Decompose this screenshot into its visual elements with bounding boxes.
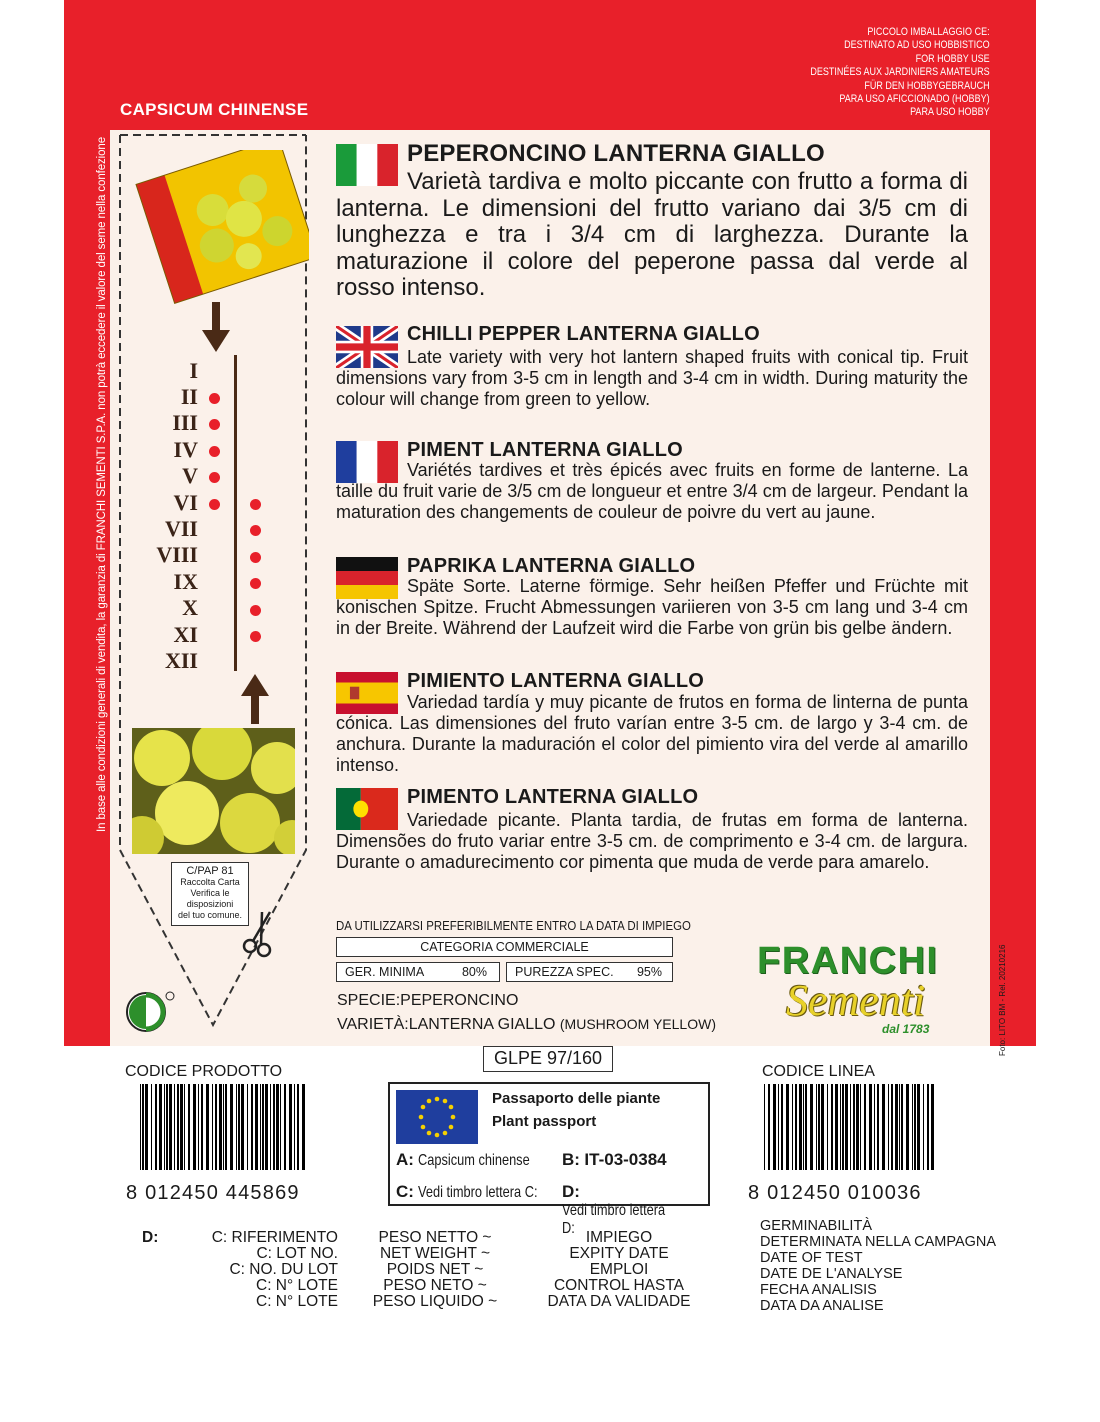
- germ-test-label: DATA DA ANALISE: [760, 1298, 884, 1314]
- lot-label: C: RIFERIMENTO: [211, 1229, 338, 1246]
- passport-b-label: B:: [562, 1150, 580, 1169]
- expiry-label: CONTROL HASTA: [553, 1277, 685, 1294]
- barcode-bar: [786, 1084, 789, 1170]
- barcode-bar: [792, 1084, 793, 1170]
- barcode-bar: [251, 1084, 253, 1170]
- category-box: CATEGORIA COMMERCIALE: [336, 937, 673, 957]
- barcode-bar: [166, 1084, 168, 1170]
- month-label: III: [172, 410, 198, 435]
- lot-label: C: NO. DU LOT: [229, 1261, 338, 1278]
- barcode-bar: [860, 1084, 861, 1170]
- barcode-bar: [923, 1084, 924, 1170]
- expiry-label: EXPITY DATE: [569, 1245, 669, 1262]
- barcode-bar: [230, 1084, 233, 1170]
- month-label: VIII: [156, 542, 198, 567]
- sowing-dot: [209, 472, 220, 483]
- title-spanish: PIMIENTO LANTERNA GIALLO: [407, 670, 705, 692]
- passport-c-label: C:: [396, 1182, 414, 1201]
- barcode-bar: [159, 1084, 162, 1170]
- barcode-bar: [151, 1084, 152, 1170]
- barcode-bar: [280, 1084, 281, 1170]
- month-label: V: [182, 463, 198, 488]
- barcode-bar: [297, 1084, 299, 1170]
- cpap-code: C/PAP 81: [186, 865, 234, 877]
- scissors-icon: [240, 908, 280, 958]
- recycling-note: [171, 862, 249, 926]
- barcode-bar: [247, 1084, 248, 1170]
- passport-b-value: IT-03-0384: [584, 1150, 667, 1169]
- species-line: [337, 992, 518, 1010]
- weight-label: PESO NETO ~: [383, 1277, 487, 1294]
- expiry-label: DATA DA VALIDADE: [547, 1293, 691, 1310]
- barcode-bar: [856, 1084, 859, 1170]
- description-english: Late variety with very hot lantern shaped fruits with conical tip. Fruit dimensions vary from 3-5 cm in length and 3-4 cm in width. During maturity the colour will change from green to yellow.: [336, 347, 968, 409]
- month-label: X: [182, 595, 198, 620]
- species-value: PEPERONCINO: [400, 992, 519, 1009]
- barcode-bar: [901, 1084, 903, 1170]
- brand-logo-sementi: Sementi: [786, 976, 926, 1025]
- germ-test-label: DETERMINATA NELLA CAMPAGNA: [760, 1234, 997, 1250]
- barcode-bar: [140, 1084, 141, 1170]
- month-label: XI: [173, 622, 198, 647]
- harvest-dot: [250, 499, 261, 510]
- passport-a-label: A:: [396, 1150, 414, 1169]
- expiry-column: [530, 1230, 708, 1310]
- weight-label: PESO NETTO ~: [378, 1229, 492, 1246]
- barcode-bar: [212, 1084, 213, 1170]
- sowing-dot: [209, 499, 220, 510]
- variety-value: LANTERNA GIALLO: [408, 1016, 556, 1033]
- lot-label: C: LOT NO.: [256, 1245, 338, 1262]
- barcode-bar: [882, 1084, 885, 1170]
- barcode-bar: [155, 1084, 157, 1170]
- barcode-bar: [931, 1084, 934, 1170]
- barcode-bar: [294, 1084, 295, 1170]
- harvest-dot: [250, 578, 261, 589]
- barcode-bar: [284, 1084, 286, 1170]
- barcode-bar: [193, 1084, 196, 1170]
- barcode-bar: [895, 1084, 898, 1170]
- cpap-line: Verifica le: [190, 888, 230, 898]
- product-barcode: [140, 1084, 308, 1170]
- barcode-bar: [302, 1084, 305, 1170]
- harvest-dot: [250, 525, 261, 536]
- barcode-bar: [821, 1084, 824, 1170]
- month-label: VII: [164, 516, 198, 541]
- note-line: DESTINÉES AUX JARDINIERS AMATEURS: [810, 66, 990, 79]
- weight-label: PESO LIQUIDO ~: [372, 1293, 498, 1310]
- germ-test-label: DATE DE L'ANALYSE: [760, 1266, 903, 1282]
- germ-test-label: DATE OF TEST: [760, 1250, 863, 1266]
- barcode-bar: [899, 1084, 900, 1170]
- barcode-bar: [201, 1084, 203, 1170]
- passport-d-value: Vedi timbro lettera D:: [562, 1202, 666, 1237]
- cpap-line: del tuo comune.: [177, 910, 243, 920]
- variety-label: VARIETÀ:: [337, 1016, 409, 1033]
- passport-title-italian: Passaporto delle piante: [492, 1090, 661, 1107]
- barcode-bar: [810, 1084, 813, 1170]
- barcode-bar: [914, 1084, 916, 1170]
- title-portuguese: PIMENTO LANTERNA GIALLO: [407, 786, 699, 808]
- barcode-bar: [177, 1084, 179, 1170]
- cpap-line: Raccolta Carta: [180, 877, 240, 887]
- product-code-label: CODICE PRODOTTO: [125, 1063, 283, 1080]
- title-english: CHILLI PEPPER LANTERNA GIALLO: [407, 323, 760, 345]
- sowing-dot: [209, 419, 220, 430]
- note-line: FÜR DEN HOBBYGEBRAUCH: [864, 79, 990, 92]
- variety-line: [337, 1016, 716, 1034]
- month-label: IV: [173, 437, 198, 462]
- barcode-bar: [236, 1084, 237, 1170]
- arrow-up-icon: [237, 672, 273, 726]
- barcode-bar: [906, 1084, 909, 1170]
- note-line: PICCOLO IMBALLAGGIO CE:: [867, 26, 990, 38]
- barcode-bar: [265, 1084, 268, 1170]
- barcode-bar: [188, 1084, 190, 1170]
- passport-row-a: [396, 1150, 558, 1170]
- eu-flag-icon: [396, 1090, 478, 1144]
- germination-box: [336, 962, 500, 982]
- line-code-label: CODICE LINEA: [762, 1063, 875, 1080]
- barcode-bar: [877, 1084, 879, 1170]
- germ-test-label: FECHA ANALISIS: [760, 1282, 877, 1298]
- net-weight-column: [360, 1230, 510, 1310]
- brand-since: dal 1783: [882, 1022, 930, 1036]
- barcode-bar: [142, 1084, 144, 1170]
- description-italian: Varietà tardiva e molto piccante con frutto a forma di lanterna. Le dimensioni del frutto variano dai 3/5 cm di lunghezza e tra i 3/4 cm di larghezza. Durante la maturazione il colore del peperone passa dal verde al rosso intenso.: [336, 168, 968, 301]
- passport-title-english: Plant passport: [492, 1113, 597, 1130]
- barcode-bar: [206, 1084, 209, 1170]
- description-french: Variétés tardives et très épicés avec fruits en forme de lanterne. La taille du fruit varie de 3/5 cm de longueur et entre 3/4 cm de largeur. Pendant la maturation des changements de couleur de poivre du vert au jaune.: [336, 460, 968, 522]
- month-label: VI: [173, 490, 198, 515]
- barcode-bar: [260, 1084, 261, 1170]
- passport-row-c: [396, 1182, 568, 1202]
- barcode-bar: [835, 1084, 838, 1170]
- eu-stars: [396, 1090, 478, 1144]
- pepper-photo: [132, 728, 295, 854]
- use-by-note: DA UTILIZZARSI PREFERIBILMENTE ENTRO LA DATA DI IMPIEGO: [336, 918, 691, 933]
- germination-value: 80%: [461, 965, 487, 979]
- calendar-line: [234, 355, 237, 671]
- barcode-bar: [241, 1084, 244, 1170]
- month-label: II: [180, 384, 198, 409]
- germination-label: GER. MINIMA: [345, 965, 425, 979]
- passport-a-value: Capsicum chinense: [418, 1152, 531, 1169]
- barcode-bar: [816, 1084, 817, 1170]
- germination-date-column: [760, 1218, 996, 1314]
- barcode-bar: [225, 1084, 227, 1170]
- barcode-bar: [773, 1084, 776, 1170]
- barcode-bar: [805, 1084, 807, 1170]
- weight-label: NET WEIGHT ~: [379, 1245, 491, 1262]
- title-german: PAPRIKA LANTERNA GIALLO: [407, 555, 696, 577]
- note-line: PARA USO HOBBY: [910, 106, 990, 119]
- hobby-use-notes: [811, 26, 990, 120]
- weight-label: POIDS NET ~: [386, 1261, 484, 1278]
- barcode-bar: [223, 1084, 224, 1170]
- harvest-dot: [250, 631, 261, 642]
- variety-english-name: (MUSHROOM YELLOW): [559, 1016, 716, 1032]
- note-line: FOR HOBBY USE: [915, 52, 990, 65]
- barcode-bar: [827, 1084, 828, 1170]
- barcode-bar: [273, 1084, 275, 1170]
- barcode-bar: [818, 1084, 820, 1170]
- purity-value: 95%: [636, 965, 662, 979]
- barcode-bar: [912, 1084, 913, 1170]
- barcode-bar: [198, 1084, 199, 1170]
- barcode-bar: [164, 1084, 165, 1170]
- expiry-label: IMPIEGO: [585, 1229, 653, 1246]
- lot-reference-column: [176, 1230, 338, 1310]
- expiry-label: EMPLOI: [589, 1261, 649, 1278]
- line-barcode: [764, 1084, 936, 1170]
- print-credit: Foto: LITO BM - Rel. 20210216: [998, 944, 1007, 1056]
- barcode-bar: [927, 1084, 929, 1170]
- barcode-bar: [262, 1084, 264, 1170]
- barcode-bar: [795, 1084, 797, 1170]
- barcode-bar: [799, 1084, 802, 1170]
- month-label: I: [189, 358, 198, 383]
- barcode-bar: [781, 1084, 783, 1170]
- barcode-bar: [869, 1084, 872, 1170]
- barcode-bar: [842, 1084, 844, 1170]
- barcode-bar: [270, 1084, 271, 1170]
- passport-d-label: D:: [562, 1182, 580, 1201]
- barcode-bar: [289, 1084, 292, 1170]
- barcode-bar: [184, 1084, 185, 1170]
- barcode-bar: [864, 1084, 866, 1170]
- barcode-bar: [169, 1084, 172, 1170]
- product-reference-code: GLPE 97/160: [483, 1046, 613, 1072]
- barcode-bar: [145, 1084, 148, 1170]
- purity-box: [506, 962, 673, 982]
- sowing-dot: [209, 393, 220, 404]
- month-label: XII: [164, 648, 198, 673]
- brand-logo-franchi: FRANCHI: [757, 940, 939, 982]
- species-latin-name: CAPSICUM CHINENSE: [120, 100, 309, 119]
- barcode-bar: [174, 1084, 175, 1170]
- passport-row-b: [562, 1150, 667, 1170]
- barcode-bar: [891, 1084, 893, 1170]
- barcode-bar: [215, 1084, 217, 1170]
- barcode-bar: [840, 1084, 841, 1170]
- barcode-bar: [180, 1084, 183, 1170]
- title-italian: PEPERONCINO LANTERNA GIALLO: [407, 140, 825, 167]
- barcode-bar: [255, 1084, 258, 1170]
- purity-label: PUREZZA SPEC.: [515, 965, 614, 979]
- description-portuguese: Variedade picante. Planta tardia, de frutas em forma de lanterna. Dimensões do fruto variar entre 3-5 cm. de comprimento e 3-4 cm. de largura. Durante o amadurecimento cor pimenta que muda de verde para amarelo.: [336, 810, 968, 872]
- barcode-bar: [778, 1084, 779, 1170]
- species-label: SPECIE:: [337, 992, 401, 1009]
- barcode-bar: [219, 1084, 222, 1170]
- barcode-bar: [831, 1084, 833, 1170]
- description-german: Späte Sorte. Laterne förmige. Sehr heißen Pfeffer und Früchte mit konischen Spitze. Frucht Abmessungen variieren von 3-5 cm lang und 3-4 cm in der Breite. Während der Laufzeit wird die Farbe von grün bis gelbe ändern.: [336, 576, 968, 638]
- note-line: DESTINATO AD USO HOBBISTICO: [844, 39, 990, 52]
- barcode-bar: [917, 1084, 920, 1170]
- harvest-dot: [250, 605, 261, 616]
- germ-test-label: GERMINABILITÀ: [760, 1218, 872, 1234]
- barcode-bar: [845, 1084, 848, 1170]
- lot-label: C: N° LOTE: [256, 1293, 338, 1310]
- green-dot-recycling-icon: [124, 988, 178, 1034]
- cpap-line: disposizioni: [186, 899, 234, 909]
- barcode-bar: [768, 1084, 770, 1170]
- barcode-bar: [276, 1084, 279, 1170]
- description-spanish: Variedad tardía y muy picante de frutos en forma de linterna de punta cónica. Las dimensiones del fruto varían entre 3-5 cm. de largo y 3-4 cm. de anchura. Durante la maduración el color del pimiento vira del verde al amarillo intenso.: [336, 692, 968, 775]
- d-label: D:: [142, 1229, 159, 1246]
- harvest-dot: [250, 552, 261, 563]
- note-line: PARA USO AFICCIONADO (HOBBY): [839, 93, 990, 106]
- barcode-bar: [238, 1084, 240, 1170]
- warranty-side-text: In base alle condizioni generali di vendita, la garanzia di FRANCHI SEMENTI S.P.A. non potrà eccedere il valore del seme nella confezione: [96, 137, 108, 832]
- product-barcode-digits: 8 012450 445869: [126, 1182, 300, 1204]
- line-barcode-digits: 8 012450 010036: [748, 1182, 922, 1204]
- sowing-dot: [209, 446, 220, 457]
- passport-c-value: Vedi timbro lettera C:: [418, 1184, 538, 1201]
- barcode-bar: [888, 1084, 889, 1170]
- title-french: PIMENT LANTERNA GIALLO: [407, 439, 683, 461]
- barcode-bar: [803, 1084, 804, 1170]
- barcode-bar: [850, 1084, 851, 1170]
- lot-label: C: N° LOTE: [256, 1277, 338, 1294]
- month-label: IX: [173, 569, 198, 594]
- barcode-bar: [853, 1084, 855, 1170]
- barcode-bar: [874, 1084, 875, 1170]
- plant-passport: [388, 1082, 710, 1237]
- barcode-bar: [764, 1084, 765, 1170]
